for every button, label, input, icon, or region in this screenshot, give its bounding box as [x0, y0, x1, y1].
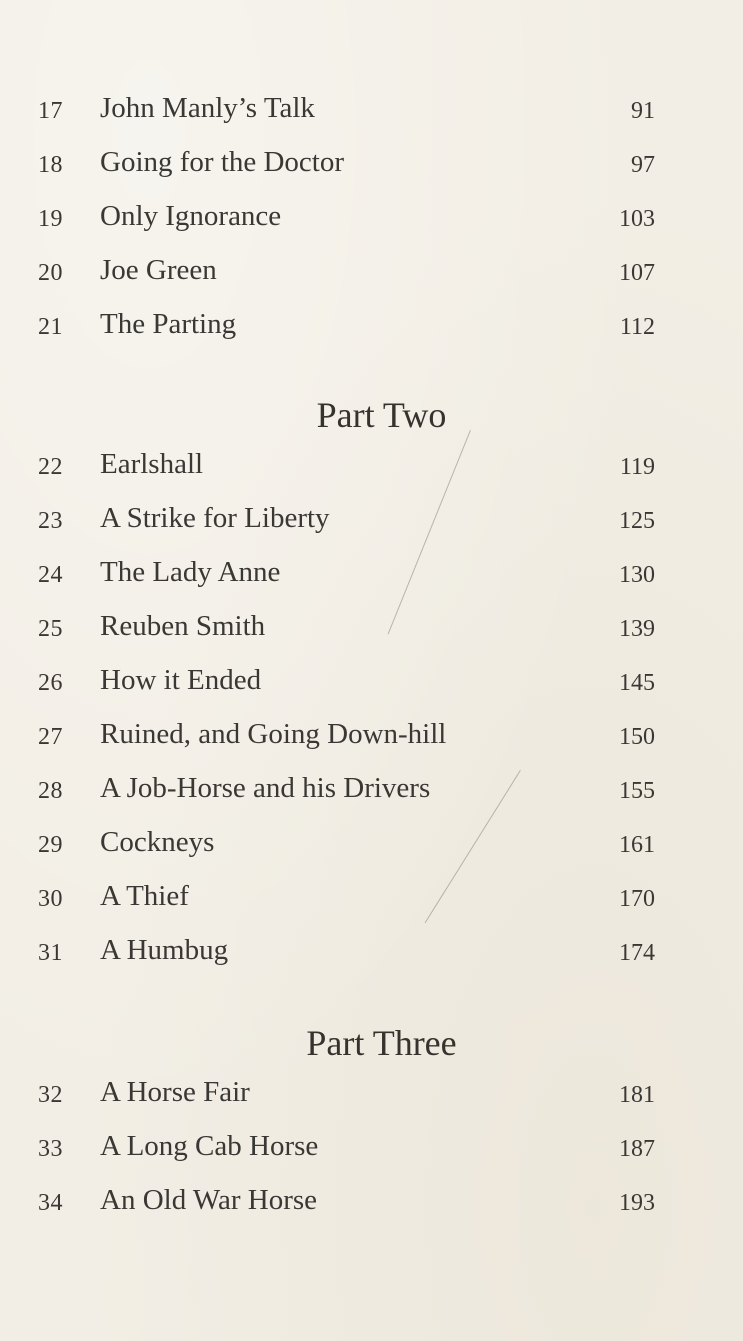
chapter-page-number: 174: [619, 940, 655, 966]
chapter-title: A Strike for Liberty: [100, 502, 330, 534]
chapter-page-number: 145: [619, 670, 655, 696]
toc-entry[interactable]: [0, 1126, 743, 1166]
chapter-page-number: 155: [619, 778, 655, 804]
chapter-title: The Lady Anne: [100, 556, 281, 588]
chapter-title: A Horse Fair: [100, 1076, 250, 1108]
chapter-number: 17: [38, 98, 63, 124]
chapter-page-number: 150: [619, 724, 655, 750]
chapter-number: 20: [38, 260, 63, 286]
chapter-number: 32: [38, 1082, 63, 1108]
chapter-title: An Old War Horse: [100, 1184, 318, 1216]
chapter-page-number: 119: [619, 454, 655, 480]
toc-entry[interactable]: [0, 88, 743, 128]
chapter-page-number: 91: [631, 98, 655, 124]
chapter-page-number: 130: [619, 562, 655, 588]
chapter-title: Only Ignorance: [100, 200, 282, 232]
toc-entry[interactable]: [0, 930, 743, 970]
part-two-heading: Part Two: [316, 395, 447, 435]
chapter-number: 33: [38, 1136, 63, 1162]
chapter-title: Ruined, and Going Down-hill: [100, 718, 447, 750]
chapter-page-number: 161: [619, 832, 655, 858]
toc-entry[interactable]: [0, 250, 743, 290]
chapter-page-number: 107: [619, 260, 655, 286]
chapter-title: How it Ended: [100, 664, 262, 696]
chapter-number: 26: [38, 670, 63, 696]
toc-entry[interactable]: [0, 876, 743, 916]
chapter-page-number: 97: [631, 152, 655, 178]
chapter-title: The Parting: [100, 308, 237, 340]
toc-entry[interactable]: [0, 1180, 743, 1220]
toc-entry[interactable]: [0, 142, 743, 182]
chapter-page-number: 187: [619, 1136, 655, 1162]
toc-entry[interactable]: [0, 1072, 743, 1112]
chapter-number: 34: [38, 1190, 63, 1216]
chapter-title: Joe Green: [100, 254, 217, 286]
chapter-number: 23: [38, 508, 63, 534]
chapter-page-number: 112: [619, 314, 655, 340]
chapter-page-number: 193: [619, 1190, 655, 1216]
chapter-number: 21: [38, 314, 63, 340]
toc-entry[interactable]: [0, 196, 743, 236]
chapter-number: 27: [38, 724, 63, 750]
chapter-number: 28: [38, 778, 63, 804]
chapter-number: 31: [38, 940, 63, 966]
toc-entry[interactable]: [0, 444, 743, 484]
chapter-title: A Humbug: [100, 934, 229, 966]
toc-entry[interactable]: [0, 660, 743, 700]
chapter-page-number: 181: [619, 1082, 655, 1108]
toc-entry[interactable]: [0, 822, 743, 862]
chapter-title: Reuben Smith: [100, 610, 266, 642]
chapter-page-number: 125: [619, 508, 655, 534]
chapter-page-number: 170: [619, 886, 655, 912]
toc-entry[interactable]: [0, 714, 743, 754]
chapter-title: A Job-Horse and his Drivers: [100, 772, 431, 804]
chapter-page-number: 139: [619, 616, 655, 642]
chapter-number: 24: [38, 562, 63, 588]
chapter-title: A Thief: [100, 880, 189, 912]
toc-entry[interactable]: [0, 606, 743, 646]
toc-entry[interactable]: [0, 768, 743, 808]
chapter-page-number: 103: [619, 206, 655, 232]
toc-entry[interactable]: [0, 498, 743, 538]
chapter-title: A Long Cab Horse: [100, 1130, 319, 1162]
chapter-title: Going for the Doctor: [100, 146, 345, 178]
toc-entry[interactable]: [0, 552, 743, 592]
chapter-number: 22: [38, 454, 63, 480]
chapter-number: 30: [38, 886, 63, 912]
chapter-number: 18: [38, 152, 63, 178]
chapter-title: Cockneys: [100, 826, 215, 858]
toc-entry[interactable]: [0, 304, 743, 344]
chapter-number: 29: [38, 832, 63, 858]
chapter-title: Earlshall: [100, 448, 204, 480]
part-three-heading: Part Three: [306, 1023, 457, 1063]
chapter-title: John Manly’s Talk: [100, 92, 315, 124]
chapter-number: 25: [38, 616, 63, 642]
chapter-number: 19: [38, 206, 63, 232]
